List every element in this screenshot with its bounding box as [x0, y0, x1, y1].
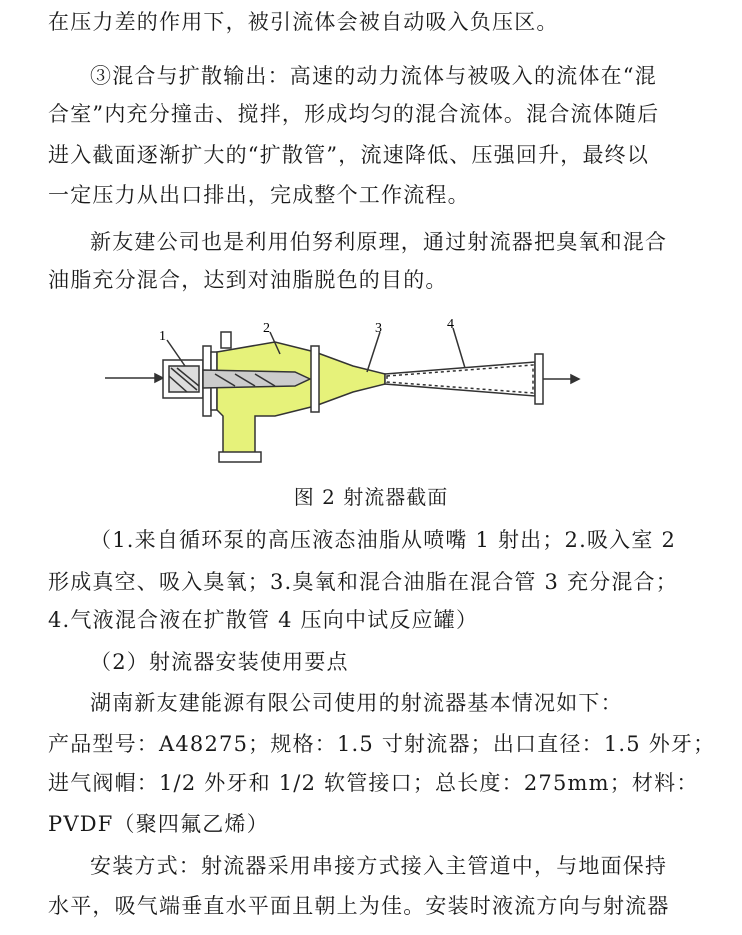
- suction-chamber: [217, 342, 315, 458]
- spec-line: 进气阀帽：1/2 外牙和 1/2 软管接口；总长度：275mm；材料：: [48, 771, 699, 795]
- diffuser-tube: [385, 362, 535, 396]
- leader-line-4: [453, 328, 465, 368]
- outlet-arrow-head: [571, 375, 579, 383]
- suction-inlet-flange: [219, 452, 261, 462]
- paragraph-line: 一定压力从出口排出，完成整个工作流程。: [48, 183, 470, 207]
- note-line: （1.来自循环泵的高压液态油脂从喷嘴 1 射出；2.吸入室 2: [90, 528, 677, 552]
- leader-line-3: [367, 332, 380, 372]
- paragraph-line: 合室”内充分撞击、搅拌，形成均匀的混合流体。混合流体随后: [48, 102, 660, 126]
- mixing-tube: [315, 352, 385, 406]
- paragraph-line: ③混合与扩散输出：高速的动力流体与被吸入的流体在“混: [90, 64, 657, 88]
- figure-label-3: 3: [375, 321, 382, 336]
- figure-label-1: 1: [159, 329, 166, 344]
- paragraph-line: 安装方式：射流器采用串接方式接入主管道中，与地面保持: [90, 854, 668, 878]
- paragraph-line: 油脂充分混合，达到对油脂脱色的目的。: [48, 268, 448, 292]
- section-heading: （2）射流器安装使用要点: [90, 650, 349, 674]
- ejector-cross-section-figure: [105, 318, 585, 468]
- inlet-arrow-head: [155, 374, 163, 382]
- figure-caption: 图 2 射流器截面: [293, 485, 449, 509]
- mixing-flange: [311, 346, 319, 412]
- spec-line: PVDF（聚四氟乙烯）: [48, 812, 269, 836]
- paragraph-line: 水平，吸气端垂直水平面且朝上为佳。安装时液流方向与射流器: [48, 894, 670, 918]
- figure-label-2: 2: [263, 321, 270, 336]
- note-line: 4.气液混合液在扩散管 4 压向中试反应罐）: [48, 608, 479, 632]
- figure-label-4: 4: [447, 318, 454, 332]
- outlet-flange: [535, 354, 543, 404]
- paragraph-line: 在压力差的作用下，被引流体会被自动吸入负压区。: [48, 10, 559, 34]
- paragraph-line: 进入截面逐渐扩大的“扩散管”，流速降低、压强回升，最终以: [48, 143, 650, 167]
- top-bolt: [221, 332, 231, 348]
- note-line: 形成真空、吸入臭氧；3.臭氧和混合油脂在混合管 3 充分混合；: [48, 570, 678, 594]
- ejector-drawing: [105, 328, 579, 462]
- nozzle-needle: [203, 370, 310, 388]
- paragraph-line: 新友建公司也是利用伯努利原理，通过射流器把臭氧和混合: [90, 230, 668, 254]
- paragraph-line: 湖南新友建能源有限公司使用的射流器基本情况如下：: [90, 691, 623, 715]
- spec-line: 产品型号：A48275；规格：1.5 寸射流器；出口直径：1.5 外牙；: [48, 732, 716, 756]
